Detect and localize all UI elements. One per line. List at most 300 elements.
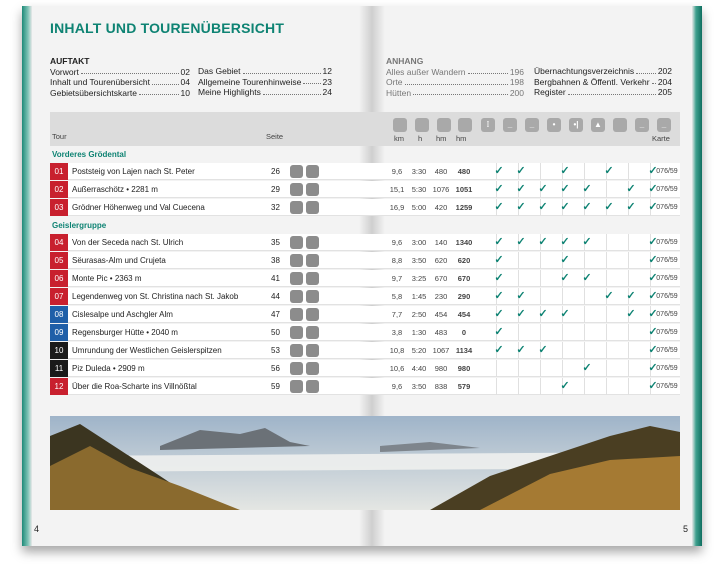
tour-hours: 4:40 xyxy=(411,364,427,373)
tour-descent: 1051 xyxy=(455,185,473,194)
mountain-landscape xyxy=(50,416,680,510)
difficulty-icon xyxy=(306,362,319,375)
toc-entry-page: 04 xyxy=(180,77,190,87)
toc-entry[interactable] xyxy=(386,67,524,78)
tour-page: 50 xyxy=(271,328,280,337)
column-divider xyxy=(518,378,519,395)
tour-ascent: 480 xyxy=(434,167,448,176)
tour-page: 41 xyxy=(271,274,280,283)
tour-descent: 1340 xyxy=(455,238,473,247)
terrain-icon xyxy=(290,290,303,303)
check-icon: ✓ xyxy=(626,290,636,302)
tour-km: 9,6 xyxy=(391,238,403,247)
column-divider xyxy=(518,360,519,377)
ascent-icon xyxy=(437,118,451,132)
column-divider xyxy=(584,324,585,341)
distance-icon xyxy=(393,118,407,132)
header-karte: Karte xyxy=(652,134,670,143)
toc-entry-page: 198 xyxy=(509,77,524,87)
column-divider xyxy=(606,342,607,359)
table-row[interactable] xyxy=(50,270,680,287)
toc-leader-dots xyxy=(303,77,320,85)
tour-descent: 670 xyxy=(457,274,471,283)
column-divider xyxy=(606,306,607,323)
column-divider xyxy=(562,360,563,377)
tour-descent: 579 xyxy=(457,382,471,391)
toc-entry[interactable] xyxy=(50,77,190,88)
column-divider xyxy=(628,234,629,251)
difficulty-icon xyxy=(306,308,319,321)
toc-entry[interactable] xyxy=(198,66,332,77)
check-icon: ✓ xyxy=(604,201,614,213)
tour-km: 8,8 xyxy=(391,256,403,265)
panorama-photo xyxy=(50,416,680,510)
tour-ascent: 420 xyxy=(434,203,448,212)
loop-icon: _ xyxy=(525,118,539,132)
tour-page: 26 xyxy=(271,167,280,176)
toc-entry-label: Gebietsübersichtskarte xyxy=(50,87,137,98)
tour-page: 35 xyxy=(271,238,280,247)
tour-name: Legendenweg von St. Christina nach St. Jakob xyxy=(72,292,239,301)
check-icon: ✓ xyxy=(538,201,548,213)
tour-hours: 3:50 xyxy=(411,256,427,265)
toc-entry-page: 204 xyxy=(657,76,672,87)
terrain-icon xyxy=(290,201,303,214)
tour-km: 9,6 xyxy=(391,382,403,391)
tour-name: Regensburger Hütte • 2040 m xyxy=(72,328,178,337)
terrain-icon xyxy=(290,183,303,196)
tour-descent: 454 xyxy=(457,310,471,319)
toc-leader-dots xyxy=(652,77,656,85)
tour-number: 10 xyxy=(50,342,68,359)
toc-entry-page: 23 xyxy=(322,76,332,87)
tour-name: Über die Roa-Scharte ins Villnößtal xyxy=(72,382,197,391)
difficulty-icon xyxy=(306,236,319,249)
difficulty-icon xyxy=(306,290,319,303)
check-icon: ✓ xyxy=(494,290,504,302)
table-row[interactable] xyxy=(50,181,680,198)
column-divider xyxy=(540,252,541,269)
table-row[interactable] xyxy=(50,252,680,269)
terrain-icon xyxy=(290,362,303,375)
toc-entry-label: Meine Highlights xyxy=(198,87,261,97)
check-icon: ✓ xyxy=(516,165,526,177)
toc-entry-page: 02 xyxy=(180,66,190,77)
column-divider xyxy=(562,288,563,305)
header-h: h xyxy=(418,134,423,143)
toc-entry-page: 10 xyxy=(180,87,190,98)
table-row[interactable] xyxy=(50,342,680,359)
column-divider xyxy=(606,378,607,395)
toc-right-col2 xyxy=(534,66,672,98)
table-row[interactable] xyxy=(50,378,680,395)
tour-km: 10,8 xyxy=(389,346,405,355)
tour-name: Umrundung der Westlichen Geislerspitzen xyxy=(72,346,222,355)
terrain-icon xyxy=(290,236,303,249)
check-icon: ✓ xyxy=(516,201,526,213)
table-header xyxy=(50,112,680,146)
group-heading: Vorderes Grödental xyxy=(52,150,127,159)
column-divider xyxy=(606,360,607,377)
tour-page: 32 xyxy=(271,203,280,212)
difficulty-icon xyxy=(306,165,319,178)
open-book xyxy=(22,6,702,546)
check-icon: ✓ xyxy=(516,183,526,195)
toc-leader-dots xyxy=(152,77,179,85)
tour-km: 10,6 xyxy=(389,364,405,373)
tour-map: 076/59 xyxy=(656,257,678,264)
tour-descent: 980 xyxy=(457,364,471,373)
tour-name: Monte Pic • 2363 m xyxy=(72,274,142,283)
tour-number: 01 xyxy=(50,163,68,180)
check-icon: ✓ xyxy=(538,236,548,248)
check-icon: ✓ xyxy=(648,236,658,248)
toc-entry[interactable] xyxy=(534,77,672,88)
tour-name: Von der Seceda nach St. Ulrich xyxy=(72,238,184,247)
cablecar-icon: •| xyxy=(569,118,583,132)
column-divider xyxy=(496,360,497,377)
summit-icon: _ xyxy=(635,118,649,132)
tour-map: 076/59 xyxy=(656,168,678,175)
check-icon: ✓ xyxy=(648,272,658,284)
column-divider xyxy=(540,360,541,377)
tour-number: 11 xyxy=(50,360,68,377)
column-divider xyxy=(606,252,607,269)
toc-leader-dots xyxy=(243,66,321,74)
check-icon: ✓ xyxy=(648,362,658,374)
difficulty-icon xyxy=(306,201,319,214)
tour-descent: 620 xyxy=(457,256,471,265)
tour-hours: 3:25 xyxy=(411,274,427,283)
check-icon: ✓ xyxy=(560,380,570,392)
toc-entry-label: Alles außer Wandern xyxy=(386,66,466,77)
column-divider xyxy=(540,163,541,180)
toc-right-col1 xyxy=(386,56,524,98)
restaurant-icon: _ xyxy=(657,118,671,132)
column-divider xyxy=(584,288,585,305)
tour-page: 56 xyxy=(271,364,280,373)
tour-hours: 1:45 xyxy=(411,292,427,301)
tour-km: 9,7 xyxy=(391,274,403,283)
tour-name: Sëurasas-Alm und Crujeta xyxy=(72,256,166,265)
tour-km: 16,9 xyxy=(389,203,405,212)
check-icon: ✓ xyxy=(582,201,592,213)
toc-entry-page: 202 xyxy=(657,66,672,76)
tour-page: 47 xyxy=(271,310,280,319)
column-divider xyxy=(540,288,541,305)
tour-number: 12 xyxy=(50,378,68,395)
column-divider xyxy=(562,324,563,341)
check-icon: ✓ xyxy=(626,308,636,320)
check-icon: ✓ xyxy=(626,201,636,213)
trail-icon: _ xyxy=(503,118,517,132)
toc-entry[interactable] xyxy=(386,77,524,88)
book-edge-right xyxy=(692,6,702,546)
tour-ascent: 838 xyxy=(434,382,448,391)
check-icon: ✓ xyxy=(648,326,658,338)
page-number-left: 4 xyxy=(34,524,40,534)
check-icon: ✓ xyxy=(494,344,504,356)
tour-number: 05 xyxy=(50,252,68,269)
toc-entry-label: Vorwort xyxy=(50,66,79,77)
tour-ascent: 1076 xyxy=(432,185,450,194)
column-divider xyxy=(606,324,607,341)
check-icon: ✓ xyxy=(516,290,526,302)
check-icon: ✓ xyxy=(494,254,504,266)
difficulty-icon xyxy=(306,272,319,285)
toc-entry-page: 24 xyxy=(322,87,332,97)
tour-number: 09 xyxy=(50,324,68,341)
header-hm-down: hm xyxy=(456,134,467,143)
tour-map: 076/59 xyxy=(656,383,678,390)
tour-map: 076/59 xyxy=(656,293,678,300)
column-divider xyxy=(606,234,607,251)
tour-hours: 1:30 xyxy=(411,328,427,337)
tour-map: 076/59 xyxy=(656,204,678,211)
book-edge-left xyxy=(22,6,32,546)
tour-map: 076/59 xyxy=(656,186,678,193)
column-divider xyxy=(518,270,519,287)
toc-left-col2 xyxy=(198,66,332,98)
table-row[interactable] xyxy=(50,234,680,251)
tour-number: 07 xyxy=(50,288,68,305)
tour-hours: 5:30 xyxy=(411,185,427,194)
toc-entry-label: Inhalt und Tourenübersicht xyxy=(50,77,151,87)
toc-entry[interactable] xyxy=(534,66,672,77)
tour-map: 076/59 xyxy=(656,311,678,318)
toc-left-col1 xyxy=(50,56,190,98)
tour-ascent: 483 xyxy=(434,328,448,337)
column-divider xyxy=(540,378,541,395)
check-icon: ✓ xyxy=(582,272,592,284)
tour-ascent: 670 xyxy=(434,274,448,283)
hut-icon: ▲ xyxy=(591,118,605,132)
tour-ascent: 620 xyxy=(434,256,448,265)
group-heading: Geislergruppe xyxy=(52,221,107,230)
column-divider xyxy=(628,342,629,359)
tour-descent: 290 xyxy=(457,292,471,301)
toc-entry-page: 196 xyxy=(509,66,524,77)
check-icon: ✓ xyxy=(538,183,548,195)
column-divider xyxy=(496,378,497,395)
column-divider xyxy=(584,306,585,323)
table-row[interactable] xyxy=(50,306,680,323)
column-divider xyxy=(584,252,585,269)
column-divider xyxy=(540,324,541,341)
tour-ascent: 1067 xyxy=(432,346,450,355)
column-divider xyxy=(518,324,519,341)
toc-leader-dots xyxy=(636,66,656,74)
toc-entry-label: Das Gebiet xyxy=(198,66,241,76)
tour-map: 076/59 xyxy=(656,365,678,372)
toc-leader-dots xyxy=(263,87,321,95)
toc-entry-label: Orte xyxy=(386,77,403,87)
check-icon: ✓ xyxy=(648,183,658,195)
tour-name: Cislesalpe und Aschgler Alm xyxy=(72,310,173,319)
check-icon: ✓ xyxy=(648,344,658,356)
tour-name: Außerraschötz • 2281 m xyxy=(72,185,158,194)
header-seite: Seite xyxy=(266,132,284,141)
toc-entry[interactable] xyxy=(534,87,672,98)
tour-number: 03 xyxy=(50,199,68,216)
check-icon: ✓ xyxy=(604,165,614,177)
column-divider xyxy=(628,324,629,341)
toc-entry[interactable] xyxy=(50,88,190,99)
tour-name: Piz Duleda • 2909 m xyxy=(72,364,145,373)
tour-page: 53 xyxy=(271,346,280,355)
header-hm-up: hm xyxy=(436,134,447,143)
table-row[interactable] xyxy=(50,163,680,180)
difficulty-icon xyxy=(306,380,319,393)
page-title: INHALT UND TOURENÜBERSICHT xyxy=(50,20,285,36)
check-icon: ✓ xyxy=(648,290,658,302)
difficulty-icon xyxy=(306,326,319,339)
tour-ascent: 980 xyxy=(434,364,448,373)
tour-hours: 5:00 xyxy=(411,203,427,212)
tour-km: 15,1 xyxy=(389,185,405,194)
time-icon xyxy=(415,118,429,132)
descent-icon xyxy=(458,118,472,132)
column-divider xyxy=(628,360,629,377)
check-icon: ✓ xyxy=(648,201,658,213)
tour-number: 08 xyxy=(50,306,68,323)
tour-km: 9,6 xyxy=(391,167,403,176)
terrain-icon xyxy=(290,326,303,339)
check-icon: ✓ xyxy=(560,165,570,177)
toc-entry-label: Register xyxy=(534,87,566,97)
toc-entry-page: 200 xyxy=(509,87,524,98)
tour-km: 5,8 xyxy=(391,292,403,301)
route-icon: ⁞ xyxy=(481,118,495,132)
tour-hours: 3:50 xyxy=(411,382,427,391)
check-icon: ✓ xyxy=(494,326,504,338)
tour-hours: 3:00 xyxy=(411,238,427,247)
toc-leader-dots xyxy=(405,77,508,85)
tour-number: 02 xyxy=(50,181,68,198)
check-icon: ✓ xyxy=(560,236,570,248)
check-icon: ✓ xyxy=(560,272,570,284)
tour-page: 44 xyxy=(271,292,280,301)
tour-page: 38 xyxy=(271,256,280,265)
terrain-icon xyxy=(290,254,303,267)
check-icon: ✓ xyxy=(494,272,504,284)
tour-name: Grödner Höhenweg und Val Cuecena xyxy=(72,203,205,212)
column-divider xyxy=(518,252,519,269)
column-divider xyxy=(584,342,585,359)
bus-icon: • xyxy=(547,118,561,132)
terrain-icon xyxy=(290,344,303,357)
toc-leader-dots xyxy=(413,88,508,96)
table-row[interactable] xyxy=(50,288,680,305)
column-divider xyxy=(628,163,629,180)
check-icon: ✓ xyxy=(494,308,504,320)
check-icon: ✓ xyxy=(648,308,658,320)
check-icon: ✓ xyxy=(648,380,658,392)
check-icon: ✓ xyxy=(516,344,526,356)
toc-heading-auftakt: AUFTAKT xyxy=(50,56,90,66)
header-tour: Tour xyxy=(52,132,67,141)
toc-entry-label: Hütten xyxy=(386,87,412,98)
toc-entry-page: 12 xyxy=(322,66,332,76)
terrain-icon xyxy=(290,308,303,321)
check-icon: ✓ xyxy=(648,165,658,177)
tour-map: 076/59 xyxy=(656,239,678,246)
toc-entry[interactable] xyxy=(386,88,524,99)
check-icon: ✓ xyxy=(626,183,636,195)
toc-entry[interactable] xyxy=(198,77,332,88)
tour-name: Poststeig von Lajen nach St. Peter xyxy=(72,167,195,176)
tour-page: 59 xyxy=(271,382,280,391)
check-icon: ✓ xyxy=(582,236,592,248)
tour-ascent: 140 xyxy=(434,238,448,247)
toc-heading-anhang: ANHANG xyxy=(386,56,424,66)
column-divider xyxy=(628,378,629,395)
check-icon: ✓ xyxy=(560,308,570,320)
column-divider xyxy=(628,252,629,269)
toc-entry[interactable] xyxy=(198,87,332,98)
terrain-icon xyxy=(290,272,303,285)
tour-map: 076/59 xyxy=(656,275,678,282)
header-km: km xyxy=(394,134,404,143)
table-row[interactable] xyxy=(50,199,680,216)
toc-entry-label: Übernachtungsverzeichnis xyxy=(534,66,635,76)
check-icon: ✓ xyxy=(494,201,504,213)
check-icon: ✓ xyxy=(560,183,570,195)
tour-km: 7,7 xyxy=(391,310,403,319)
tour-page: 29 xyxy=(271,185,280,194)
page-number-right: 5 xyxy=(682,524,688,534)
toc-entry-label: Bergbahnen & Öffentl. Verkehr xyxy=(534,76,650,87)
column-divider xyxy=(540,270,541,287)
tour-hours: 3:30 xyxy=(411,167,427,176)
table-row[interactable] xyxy=(50,360,680,377)
toc-leader-dots xyxy=(81,67,179,75)
check-icon: ✓ xyxy=(494,236,504,248)
check-icon: ✓ xyxy=(494,165,504,177)
toc-entry[interactable] xyxy=(50,67,190,78)
column-divider xyxy=(584,378,585,395)
check-icon: ✓ xyxy=(516,308,526,320)
column-divider xyxy=(606,181,607,198)
tour-number: 06 xyxy=(50,270,68,287)
terrain-icon xyxy=(290,165,303,178)
family-icon xyxy=(613,118,627,132)
tour-map: 076/59 xyxy=(656,329,678,336)
tour-descent: 480 xyxy=(457,167,471,176)
tour-ascent: 454 xyxy=(434,310,448,319)
column-divider xyxy=(562,342,563,359)
check-icon: ✓ xyxy=(516,236,526,248)
tour-hours: 2:50 xyxy=(411,310,427,319)
toc-leader-dots xyxy=(139,88,179,96)
tour-descent: 1259 xyxy=(455,203,473,212)
table-row[interactable] xyxy=(50,324,680,341)
difficulty-icon xyxy=(306,183,319,196)
tour-km: 3,8 xyxy=(391,328,403,337)
toc-entry-page: 205 xyxy=(657,87,672,97)
toc-leader-dots xyxy=(468,67,508,75)
difficulty-icon xyxy=(306,344,319,357)
check-icon: ✓ xyxy=(604,290,614,302)
column-divider xyxy=(584,163,585,180)
toc-leader-dots xyxy=(568,87,656,95)
tour-number: 04 xyxy=(50,234,68,251)
check-icon: ✓ xyxy=(538,344,548,356)
tour-descent: 0 xyxy=(461,328,467,337)
check-icon: ✓ xyxy=(538,308,548,320)
tour-descent: 1134 xyxy=(455,346,473,355)
check-icon: ✓ xyxy=(648,254,658,266)
